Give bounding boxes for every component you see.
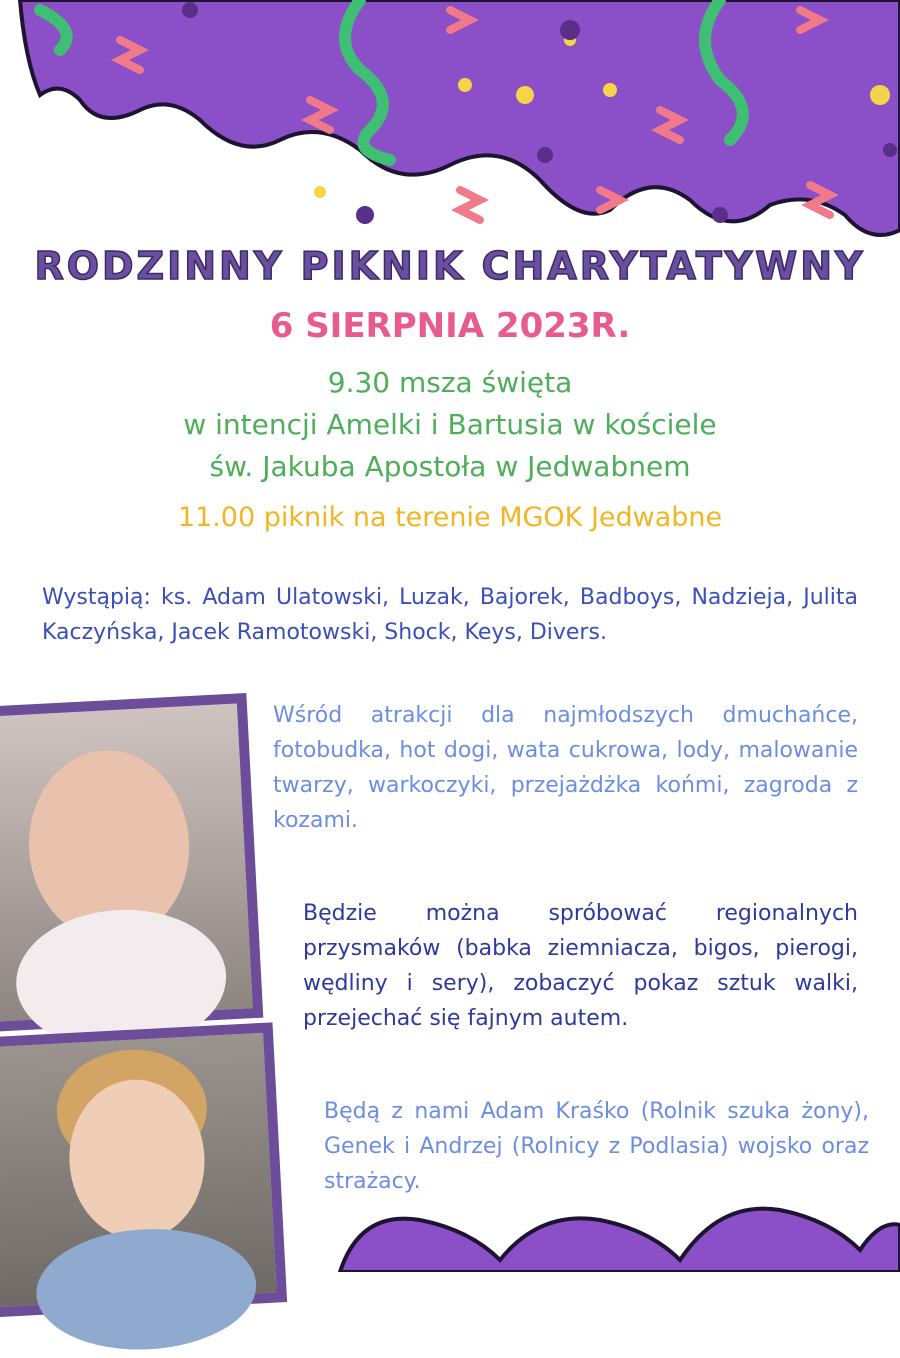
event-title: RODZINNY PIKNIK CHARYTATYWNY <box>34 244 866 288</box>
mass-line-3: św. Jakuba Apostoła w Jedwabnem <box>209 450 691 483</box>
attractions-paragraph: Wśród atrakcji dla najmłodszych dmuchańce, fotobudka, hot dogi, wata cukrowa, lody, malowanie twarzy, warkoczyki, przejażdżka końmi, zagroda z kozami. <box>273 703 858 833</box>
performers-paragraph: Wystąpią: ks. Adam Ulatowski, Luzak, Bajorek, Badboys, Nadzieja, Julita Kaczyńska, Jacek Ramotowski, Shock, Keys, Divers. <box>42 585 858 645</box>
picnic-time: 11.00 piknik na terenie MGOK Jedwabne <box>177 502 723 533</box>
photo-boy <box>0 1022 287 1317</box>
mass-line-1: 9.30 msza święta <box>327 366 573 399</box>
food-paragraph: Będzie można spróbować regionalnych przysmaków (babka ziemniacza, bigos, pierogi, wędliny i sery), zobaczyć pokaz sztuk walki, przejechać się fajnym autem. <box>303 901 858 1031</box>
top-party-banner <box>0 0 900 250</box>
boy-shirt <box>33 1224 259 1355</box>
mass-info <box>0 362 900 488</box>
mass-line-2: w intencji Amelki i Bartusia w kościele <box>183 408 717 441</box>
event-date: 6 SIERPNIA 2023R. <box>269 306 631 346</box>
photo-girl <box>0 693 263 1032</box>
guests-paragraph: Będą z nami Adam Kraśko (Rolnik szuka żony), Genek i Andrzej (Rolnicy z Podlasia) wojsko oraz strażacy. <box>324 1099 869 1194</box>
